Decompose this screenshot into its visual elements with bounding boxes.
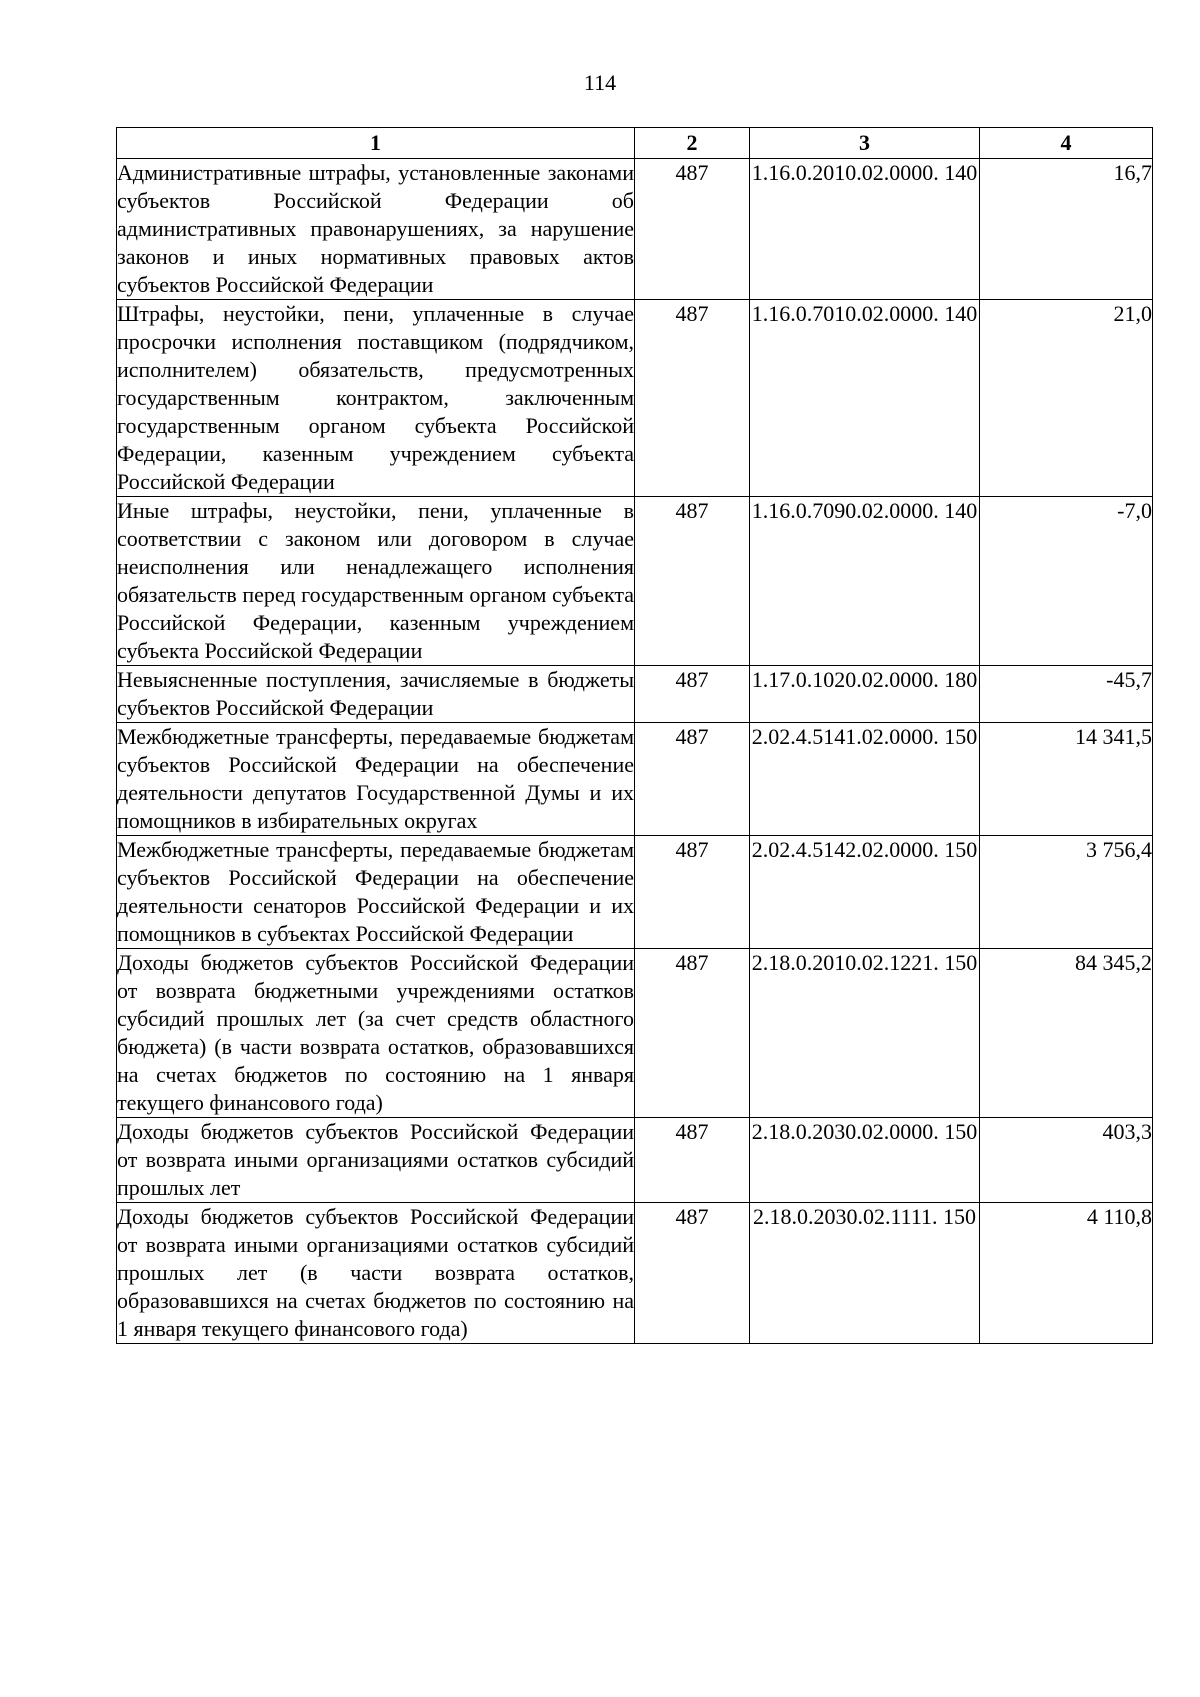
table-header-row [117,128,1153,159]
amount-cell: -7,0 [980,497,1153,666]
admin-code-cell: 487 [635,666,750,723]
column-header: 3 [750,128,980,159]
page-number: 114 [583,70,617,95]
revenue-name-cell: Невыясненные поступления, зачисляемые в бюджеты субъектов Российской Федерации [117,666,635,723]
budget-code-cell: 1.17.0.1020.02.0000. 180 [750,666,980,723]
admin-code-cell: 487 [635,1118,750,1203]
budget-code-cell: 2.02.4.5142.02.0000. 150 [750,836,980,949]
admin-code-cell: 487 [635,300,750,497]
table-row [117,1203,1153,1344]
amount-cell: -45,7 [980,666,1153,723]
budget-code-cell: 1.16.0.7090.02.0000. 140 [750,497,980,666]
admin-code-cell: 487 [635,159,750,300]
budget-code-cell: 2.18.0.2030.02.1111. 150 [750,1203,980,1344]
table-row [117,300,1153,497]
revenue-name-cell: Иные штрафы, неустойки, пени, уплаченные в соответствии с законом или договором в случае неисполнения или ненадлежащего исполнения обязательств перед государственным органом субъекта Российской Федерации, казенным учреждением субъекта Российской Федерации [117,497,635,666]
revenue-table [116,127,1153,1344]
revenue-name-cell: Доходы бюджетов субъектов Российской Федерации от возврата иными организациями остатков субсидий прошлых лет [117,1118,635,1203]
amount-cell: 403,3 [980,1118,1153,1203]
admin-code-cell: 487 [635,836,750,949]
budget-code-cell: 1.16.0.7010.02.0000. 140 [750,300,980,497]
admin-code-cell: 487 [635,497,750,666]
budget-code-cell: 1.16.0.2010.02.0000. 140 [750,159,980,300]
amount-cell: 14 341,5 [980,723,1153,836]
revenue-name-cell: Доходы бюджетов субъектов Российской Федерации от возврата иными организациями остатков субсидий прошлых лет (в части возврата остатков, образовавшихся на счетах бюджетов по состоянию на 1 января текущего финансового года) [117,1203,635,1344]
amount-cell: 16,7 [980,159,1153,300]
revenue-name-cell: Доходы бюджетов субъектов Российской Федерации от возврата бюджетными учреждениями остатков субсидий прошлых лет (за счет средств областного бюджета) (в части возврата остатков, образовавшихся на счетах бюджетов по состоянию на 1 января текущего финансового года) [117,949,635,1118]
amount-cell: 3 756,4 [980,836,1153,949]
admin-code-cell: 487 [635,949,750,1118]
table-row [117,836,1153,949]
admin-code-cell: 487 [635,723,750,836]
column-header: 2 [635,128,750,159]
table-row [117,497,1153,666]
table-row [117,1118,1153,1203]
revenue-name-cell: Межбюджетные трансферты, передаваемые бюджетам субъектов Российской Федерации на обеспечение деятельности депутатов Государственной Думы и их помощников в избирательных округах [117,723,635,836]
table-row [117,949,1153,1118]
column-header: 4 [980,128,1153,159]
table-row [117,159,1153,300]
table-row [117,666,1153,723]
revenue-name-cell: Штрафы, неустойки, пени, уплаченные в случае просрочки исполнения поставщиком (подрядчиком, исполнителем) обязательств, предусмотренных государственным контрактом, заключенным государственным органом субъекта Российской Федерации, казенным учреждением субъекта Российской Федерации [117,300,635,497]
amount-cell: 21,0 [980,300,1153,497]
column-header: 1 [117,128,635,159]
budget-code-cell: 2.18.0.2010.02.1221. 150 [750,949,980,1118]
table-row [117,723,1153,836]
budget-code-cell: 2.18.0.2030.02.0000. 150 [750,1118,980,1203]
admin-code-cell: 487 [635,1203,750,1344]
revenue-name-cell: Межбюджетные трансферты, передаваемые бюджетам субъектов Российской Федерации на обеспечение деятельности сенаторов Российской Федерации и их помощников в субъектах Российской Федерации [117,836,635,949]
budget-code-cell: 2.02.4.5141.02.0000. 150 [750,723,980,836]
revenue-name-cell: Административные штрафы, установленные законами субъектов Российской Федерации об административных правонарушениях, за нарушение законов и иных нормативных правовых актов субъектов Российской Федерации [117,159,635,300]
amount-cell: 84 345,2 [980,949,1153,1118]
amount-cell: 4 110,8 [980,1203,1153,1344]
